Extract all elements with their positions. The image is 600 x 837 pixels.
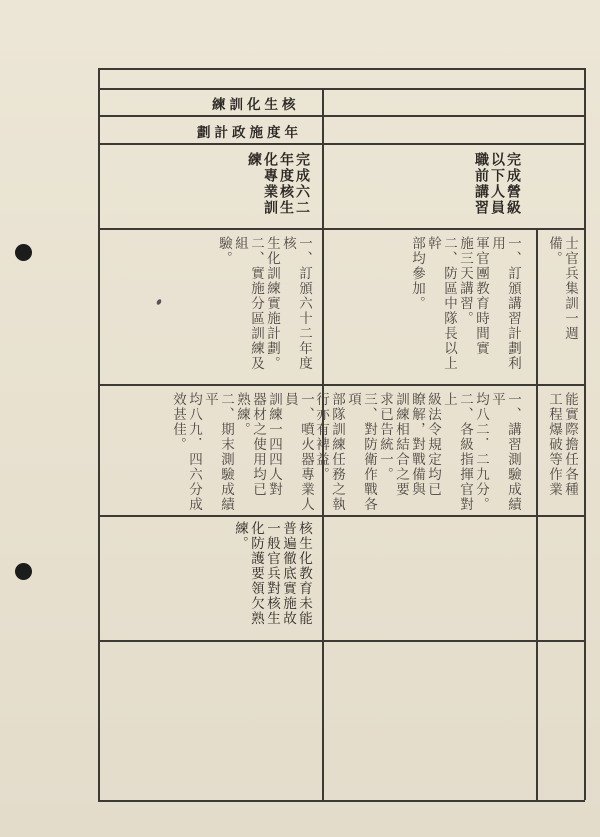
binder-hole-top bbox=[15, 244, 32, 261]
header-label-training: 練訓化生核 bbox=[212, 97, 300, 113]
training-title-cell: 完成營級 以下人員 職前講習 bbox=[473, 152, 521, 216]
ink-speck bbox=[156, 298, 162, 305]
header-label-annual-plan: 劃計政施度年 bbox=[197, 125, 302, 141]
training-item-2: 一、講習測驗成績平 均八二．二九分。 二、各級指揮官對上 級法令規定均已 瞭解，對戰備與 訓練相結合之要 求已告統一。 三、對防衛作戰各項 部隊訓練任務之執 行亦有裨益。 bbox=[313, 392, 521, 512]
category-title-cell: 完成六二 年度核生 化專業訓 練 bbox=[246, 152, 310, 216]
binder-hole-bottom bbox=[15, 563, 32, 580]
support-item-1: 士官兵集訓一週 備。 bbox=[546, 236, 578, 341]
category-item-3: 核生化教育未能 普遍徹底實施故 一般官兵對核生 化防護要領欠熟 練。 bbox=[232, 521, 312, 626]
category-item-1: 一、訂頒六十二年度核 生化訓練實施計劃。 二、實施分區訓練及組 驗。 bbox=[216, 236, 312, 371]
support-item-2: 能實際擔任各種 工程爆破等作業 bbox=[546, 392, 578, 497]
category-item-2: 一、噴火器專業人員 訓練一四四人對 器材之使用均已 熟練。 二、期末測驗成績平 均八九．四六分成 效甚佳。 bbox=[170, 392, 314, 512]
training-item-1: 一、訂頒講習計劃利用 軍官團教育時間實 施三天講習。 二、防區中隊長以上幹 部均參加。 bbox=[409, 236, 521, 371]
